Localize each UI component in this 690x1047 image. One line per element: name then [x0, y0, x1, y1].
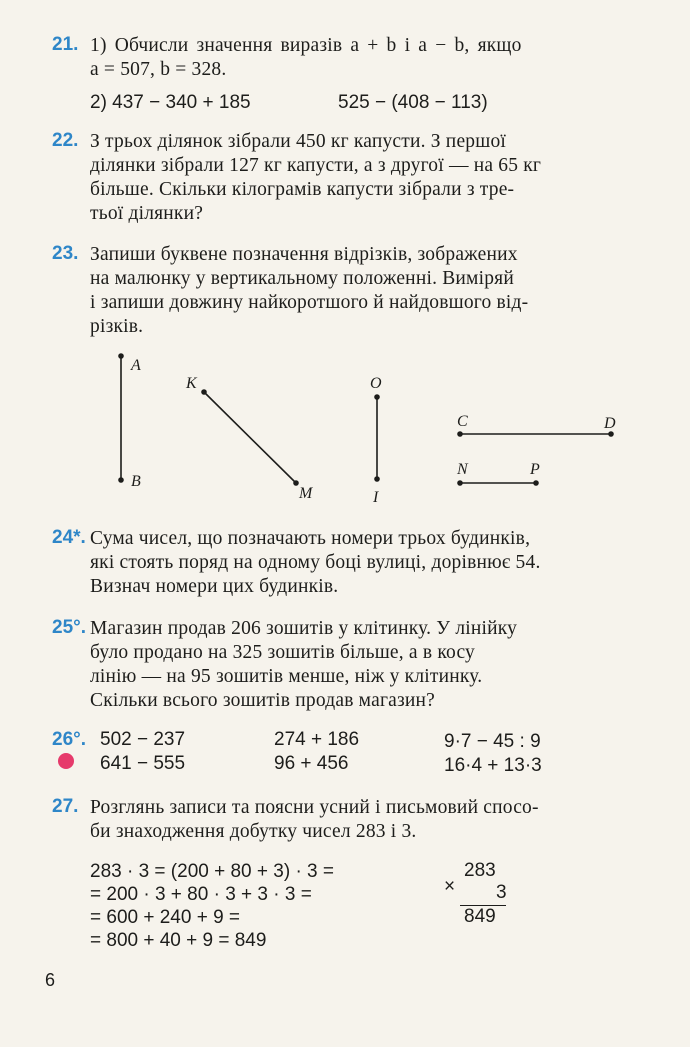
expression: 16·4 + 13·3: [444, 755, 542, 776]
label-i: I: [373, 489, 379, 506]
label-d: D: [604, 415, 616, 432]
task-text: [90, 130, 662, 226]
task-26: [52, 729, 662, 783]
expression: 274 + 186: [274, 729, 360, 750]
label-k: K: [186, 375, 197, 392]
column-multiplication: [444, 860, 514, 932]
marker-dot: [58, 753, 74, 769]
task-22: [52, 130, 662, 230]
label-o: O: [370, 375, 382, 392]
expression: 641 − 555: [100, 753, 186, 774]
task-line: різків.: [90, 316, 144, 337]
calc-step: = 200 · 3 + 80 · 3 + 3 · 3 =: [90, 884, 312, 905]
task-line: більше. Скільки кілограмів капусти зібрали з тре-: [90, 179, 515, 200]
label-m: M: [299, 485, 313, 502]
page-number: 6: [45, 970, 56, 990]
column-top: 283: [464, 860, 496, 881]
expression: 2) 437 − 340 + 185: [90, 92, 251, 113]
label-p: P: [530, 461, 540, 478]
task-line: і запиши довжину найкоротшого й найдовшого від-: [90, 292, 529, 313]
expression: 525 − (408 − 113): [338, 92, 488, 113]
task-line: Запиши буквене позначення відрізків, зображених: [90, 244, 518, 265]
task-line: Скільки всього зошитів продав магазин?: [90, 690, 436, 711]
calc-step: = 800 + 40 + 9 = 849: [90, 930, 267, 951]
task-line: Сума чисел, що позначають номери трьох будинків,: [90, 528, 531, 549]
task-line: a = 507, b = 328.: [90, 59, 227, 80]
task-line: Магазин продав 206 зошитів у клітинку. У лінійку: [90, 618, 518, 639]
task-21: [52, 34, 662, 124]
task-line: було продано на 325 зошитів більше, а в косу: [90, 642, 476, 663]
task-line: лінію — на 95 зошитів менше, ніж у клітинку.: [90, 666, 483, 687]
task-line: ділянки зібрали 127 кг капусти, а з другої — на 65 кг: [90, 155, 542, 176]
column-multiplier: 3: [496, 882, 507, 903]
task-line: тьої ділянки?: [90, 203, 204, 224]
task-number: 21.: [52, 34, 79, 55]
task-number: 27.: [52, 796, 79, 817]
task-text: [90, 617, 662, 713]
task-27: [52, 796, 662, 956]
task-number: 26°.: [52, 729, 87, 750]
task-number: 25°.: [52, 617, 87, 638]
expression: 96 + 456: [274, 753, 349, 774]
task-25: [52, 617, 662, 717]
task-24: [52, 527, 662, 603]
segment-km: [204, 392, 296, 483]
task-text: [90, 527, 662, 599]
label-n: N: [457, 461, 468, 478]
expression: 9·7 − 45 : 9: [444, 731, 541, 752]
task-text: [90, 796, 662, 844]
column-result: 849: [464, 906, 496, 927]
task-number: 22.: [52, 130, 79, 151]
task-text: [90, 34, 662, 82]
task-line: 1) Обчисли значення виразів a + b і a − b, якщо: [90, 35, 522, 56]
task-line: З трьох ділянок зібрали 450 кг капусти. З першої: [90, 131, 507, 152]
task-number: 23.: [52, 243, 79, 264]
task-line: Розглянь записи та поясни усний і письмовий спосо-: [90, 797, 539, 818]
task-line: на малюнку у вертикальному положенні. Виміряй: [90, 268, 514, 289]
label-c: C: [457, 413, 468, 430]
calc-step: = 600 + 240 + 9 =: [90, 907, 241, 928]
multiply-sign: ×: [444, 876, 456, 897]
task-text: [90, 243, 662, 339]
task-23: [52, 243, 662, 343]
task-line: би знаходження добутку чисел 283 і 3.: [90, 821, 417, 842]
task-number: 24*.: [52, 527, 86, 548]
task-line: які стоять поряд на одному боці вулиці, дорівнює 54.: [90, 552, 541, 573]
expression: 502 − 237: [100, 729, 186, 750]
label-b: B: [131, 473, 141, 490]
task-line: Визнач номери цих будинків.: [90, 576, 339, 597]
calc-step: 283 · 3 = (200 + 80 + 3) · 3 =: [90, 861, 334, 882]
label-a: A: [131, 357, 141, 374]
segments-figure: [0, 340, 690, 510]
